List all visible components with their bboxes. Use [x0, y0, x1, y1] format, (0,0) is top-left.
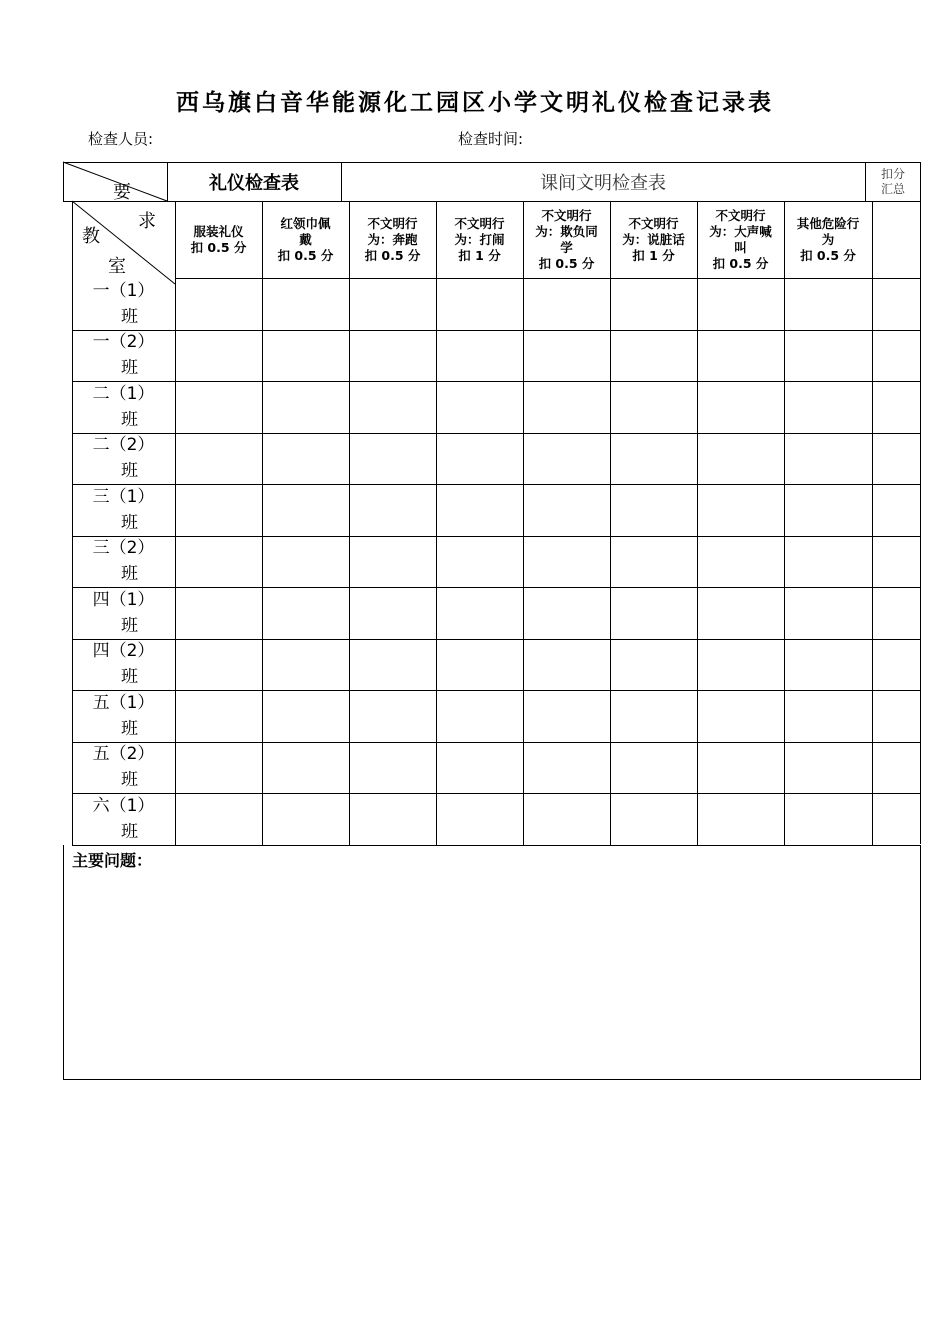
- score-cell[interactable]: [436, 793, 523, 845]
- score-cell[interactable]: [436, 330, 523, 382]
- column-header: [784, 202, 872, 278]
- corner-label-top: 要: [113, 182, 131, 203]
- score-cell[interactable]: [784, 381, 872, 433]
- column-header-line: 叫: [734, 240, 747, 255]
- score-cell[interactable]: [523, 433, 610, 485]
- score-cell[interactable]: [436, 742, 523, 794]
- score-cell[interactable]: [175, 690, 262, 742]
- score-cell[interactable]: [784, 690, 872, 742]
- column-header: [697, 202, 784, 278]
- score-cell[interactable]: [872, 536, 920, 588]
- score-cell[interactable]: [784, 484, 872, 536]
- score-cell[interactable]: [262, 639, 349, 691]
- score-cell[interactable]: [436, 587, 523, 639]
- class-row-label-line: 班: [121, 306, 138, 327]
- score-cell[interactable]: [697, 536, 784, 588]
- score-cell[interactable]: [349, 381, 436, 433]
- column-header: [349, 202, 436, 278]
- score-cell[interactable]: [610, 639, 697, 691]
- score-cell[interactable]: [175, 278, 262, 330]
- column-header-line: 其他危险行: [796, 216, 860, 231]
- score-cell[interactable]: [262, 381, 349, 433]
- score-cell[interactable]: [523, 587, 610, 639]
- score-cell[interactable]: [436, 536, 523, 588]
- class-row-label: [72, 793, 175, 845]
- class-row-label-line: 班: [121, 821, 138, 842]
- score-cell[interactable]: [262, 433, 349, 485]
- score-cell[interactable]: [175, 381, 262, 433]
- score-cell[interactable]: [262, 484, 349, 536]
- score-cell[interactable]: [523, 278, 610, 330]
- score-cell[interactable]: [262, 587, 349, 639]
- score-cell[interactable]: [697, 793, 784, 845]
- score-cell[interactable]: [872, 690, 920, 742]
- class-row-label: [72, 330, 175, 382]
- score-cell[interactable]: [784, 793, 872, 845]
- score-cell[interactable]: [872, 742, 920, 794]
- column-header-line: 扣 0.5 分: [538, 256, 595, 271]
- class-row-label-line: 三（1）: [92, 486, 155, 507]
- score-cell[interactable]: [175, 742, 262, 794]
- score-cell[interactable]: [872, 278, 920, 330]
- column-header-line: 服装礼仪: [193, 224, 244, 239]
- column-header-line: 不文明行: [454, 216, 505, 231]
- score-cell[interactable]: [175, 639, 262, 691]
- score-cell[interactable]: [697, 742, 784, 794]
- score-cell[interactable]: [872, 381, 920, 433]
- score-cell[interactable]: [262, 536, 349, 588]
- score-cell[interactable]: [697, 639, 784, 691]
- corner-label-left: 教: [82, 226, 100, 247]
- score-cell[interactable]: [175, 587, 262, 639]
- section-break-header: 课间文明检查表: [540, 172, 666, 194]
- score-cell[interactable]: [697, 690, 784, 742]
- class-row-label-line: 六（1）: [92, 795, 155, 816]
- score-cell[interactable]: [610, 330, 697, 382]
- summary-header: [865, 162, 921, 201]
- column-header-line: 学: [560, 240, 573, 255]
- column-header-line: 戴: [299, 232, 312, 247]
- score-cell[interactable]: [262, 742, 349, 794]
- page-title: 西乌旗白音华能源化工园区小学文明礼仪检查记录表: [176, 89, 774, 116]
- column-header-line: 为：欺负同: [535, 224, 598, 239]
- score-cell[interactable]: [349, 484, 436, 536]
- score-cell[interactable]: [610, 484, 697, 536]
- score-cell[interactable]: [872, 484, 920, 536]
- score-cell[interactable]: [523, 742, 610, 794]
- score-cell[interactable]: [784, 742, 872, 794]
- column-header: [523, 202, 610, 278]
- class-row-label-line: 班: [121, 409, 138, 430]
- score-cell[interactable]: [523, 381, 610, 433]
- score-cell[interactable]: [436, 690, 523, 742]
- score-cell[interactable]: [349, 690, 436, 742]
- column-header-line: 扣 0.5 分: [190, 240, 247, 255]
- class-row-label-line: 五（1）: [92, 692, 155, 713]
- score-cell[interactable]: [610, 742, 697, 794]
- score-cell[interactable]: [349, 330, 436, 382]
- class-row-label-line: 班: [121, 461, 138, 482]
- class-row-label: [72, 536, 175, 588]
- summary-header-line: 扣分: [880, 166, 905, 181]
- column-header-line: 为：说脏话: [622, 232, 685, 247]
- score-cell[interactable]: [610, 793, 697, 845]
- score-cell[interactable]: [349, 536, 436, 588]
- corner-label-right: 求: [138, 211, 156, 232]
- column-header-line: 扣 1 分: [632, 248, 675, 263]
- score-cell[interactable]: [697, 278, 784, 330]
- score-cell[interactable]: [436, 433, 523, 485]
- score-cell[interactable]: [436, 278, 523, 330]
- score-cell[interactable]: [610, 587, 697, 639]
- score-cell[interactable]: [523, 793, 610, 845]
- column-header-line: 不文明行: [541, 208, 592, 223]
- summary-header-line: 汇总: [880, 181, 905, 196]
- score-cell[interactable]: [697, 381, 784, 433]
- column-header-line: 扣 0.5 分: [364, 248, 421, 263]
- column-header-line: 为：打闹: [454, 232, 505, 247]
- class-row-label-line: 三（2）: [92, 538, 155, 559]
- score-cell[interactable]: [175, 536, 262, 588]
- column-header-line: 红领巾佩: [280, 216, 331, 231]
- column-header-line: 扣 1 分: [458, 248, 501, 263]
- corner-label-bottom: 室: [108, 256, 126, 277]
- score-cell[interactable]: [697, 433, 784, 485]
- class-row-label-line: 班: [121, 564, 138, 585]
- score-cell[interactable]: [610, 381, 697, 433]
- class-row-label: [72, 381, 175, 433]
- inspection-time-label: 检查时间:: [458, 130, 524, 148]
- class-row-label-line: 四（2）: [92, 641, 155, 662]
- class-row-label: [72, 587, 175, 639]
- score-cell[interactable]: [784, 330, 872, 382]
- class-row-label-line: 四（1）: [92, 589, 155, 610]
- column-header-line: 扣 0.5 分: [800, 248, 856, 263]
- score-cell[interactable]: [697, 587, 784, 639]
- class-row-label-line: 二（1）: [92, 383, 155, 404]
- score-cell[interactable]: [610, 433, 697, 485]
- score-cell[interactable]: [262, 793, 349, 845]
- score-cell[interactable]: [349, 639, 436, 691]
- score-cell[interactable]: [349, 278, 436, 330]
- class-row-label-line: 班: [121, 667, 138, 688]
- score-cell[interactable]: [349, 742, 436, 794]
- score-cell[interactable]: [872, 639, 920, 691]
- score-cell[interactable]: [436, 639, 523, 691]
- score-cell[interactable]: [872, 587, 920, 639]
- score-cell[interactable]: [610, 278, 697, 330]
- score-cell[interactable]: [436, 484, 523, 536]
- score-cell[interactable]: [784, 278, 872, 330]
- score-cell[interactable]: [697, 484, 784, 536]
- score-cell[interactable]: [262, 690, 349, 742]
- class-row-label: [72, 484, 175, 536]
- score-cell[interactable]: [523, 690, 610, 742]
- class-row-label-line: 班: [121, 512, 138, 533]
- score-cell[interactable]: [262, 330, 349, 382]
- column-header-line: 不文明行: [715, 208, 766, 223]
- score-cell[interactable]: [784, 433, 872, 485]
- class-row-label: [72, 278, 175, 330]
- column-header: [436, 202, 523, 278]
- score-cell[interactable]: [610, 690, 697, 742]
- score-cell[interactable]: [523, 639, 610, 691]
- score-cell[interactable]: [784, 639, 872, 691]
- class-row-label: [72, 433, 175, 485]
- score-cell[interactable]: [523, 536, 610, 588]
- class-row-label-line: 一（2）: [92, 332, 155, 353]
- class-row-label-line: 班: [121, 358, 138, 379]
- notes-label: 主要问题：: [72, 851, 153, 870]
- column-header-line: 扣 0.5 分: [277, 248, 334, 263]
- score-cell[interactable]: [349, 587, 436, 639]
- score-cell[interactable]: [175, 330, 262, 382]
- column-header-line: 为：奔跑: [367, 232, 418, 247]
- score-cell[interactable]: [697, 330, 784, 382]
- class-row-label: [72, 639, 175, 691]
- class-row-label-line: 班: [121, 718, 138, 739]
- score-cell[interactable]: [784, 587, 872, 639]
- score-cell[interactable]: [610, 536, 697, 588]
- class-row-label-line: 班: [121, 615, 138, 636]
- class-row-label-line: 五（2）: [92, 744, 155, 765]
- score-cell[interactable]: [349, 433, 436, 485]
- score-cell[interactable]: [523, 484, 610, 536]
- class-row-label-line: 一（1）: [92, 280, 155, 301]
- score-cell[interactable]: [175, 793, 262, 845]
- column-header: [610, 202, 697, 278]
- column-header-line: 不文明行: [367, 216, 418, 231]
- class-row-label: [72, 742, 175, 794]
- score-cell[interactable]: [436, 381, 523, 433]
- score-cell[interactable]: [872, 793, 920, 845]
- score-cell[interactable]: [523, 330, 610, 382]
- score-cell[interactable]: [784, 536, 872, 588]
- column-header: [175, 202, 262, 278]
- column-header-line: 不文明行: [628, 216, 679, 231]
- column-header-line: 为: [821, 232, 835, 247]
- score-cell[interactable]: [175, 484, 262, 536]
- column-header: [262, 202, 349, 278]
- column-header-line: 为：大声喊: [709, 224, 772, 239]
- score-cell[interactable]: [349, 793, 436, 845]
- section-etiquette-header: 礼仪检查表: [209, 172, 299, 194]
- class-row-label-line: 班: [121, 770, 138, 791]
- score-cell[interactable]: [872, 330, 920, 382]
- score-cell[interactable]: [872, 433, 920, 485]
- inspector-label: 检查人员:: [88, 130, 154, 148]
- score-cell[interactable]: [175, 433, 262, 485]
- class-row-label: [72, 690, 175, 742]
- score-cell[interactable]: [262, 278, 349, 330]
- class-row-label-line: 二（2）: [92, 435, 155, 456]
- column-header-line: 扣 0.5 分: [712, 256, 769, 271]
